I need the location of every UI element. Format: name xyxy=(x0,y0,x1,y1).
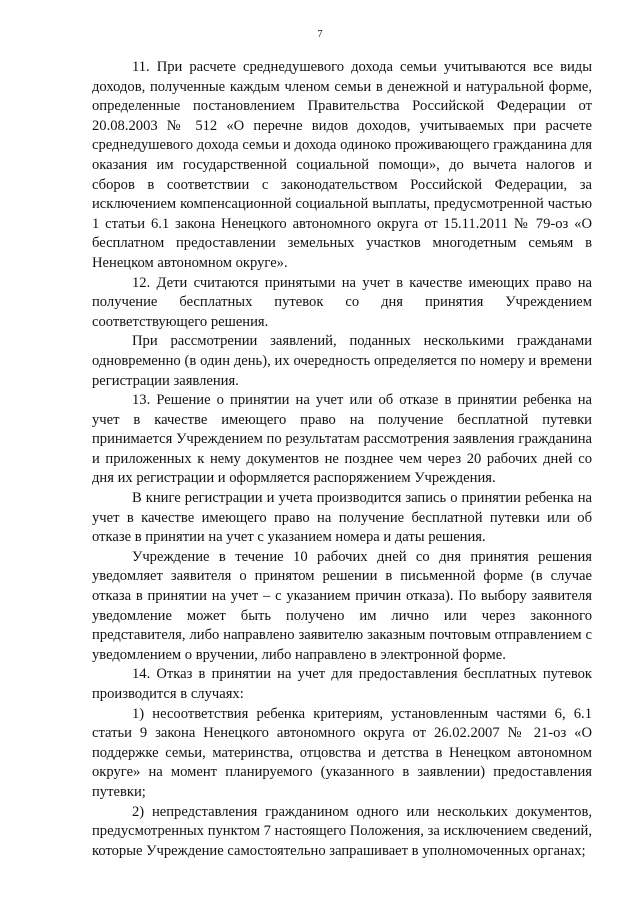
paragraph-14-refusal: 14. Отказ в принятии на учет для предоставления бесплатных путевок производится в случаях: xyxy=(92,666,592,702)
document-body xyxy=(92,58,592,861)
paragraph-notification: Учреждение в течение 10 рабочих дней со дня принятия решения уведомляет заявителя о принятом решении в письменной форме (в случае отказа в принятии на учет – с указанием причин отказа). По выбору заявителя уведомление может быть получено им лично или через законного представителя, либо направлено заявителю заказным почтовым отправлением с уведомлением о вручении, либо направлено в электронной форме. xyxy=(92,548,592,663)
paragraph-12-registration: 12. Дети считаются принятыми на учет в качестве имеющих право на получение бесплатных путевок со дня принятия Учреждением соответствующего решения. xyxy=(92,274,592,330)
paragraph-refusal-item-2: 2) непредставления гражданином одного или нескольких документов, предусмотренных пунктом 7 настоящего Положения, за исключением сведений, которые Учреждение самостоятельно запрашивает в уполномоченных органах; xyxy=(92,803,592,859)
paragraph-refusal-item-1: 1) несоответствия ребенка критериям, установленным частями 6, 6.1 статьи 9 закона Ненецкого автономного округа от 26.02.2007 № 21-оз «О поддержке семьи, материнства, отцовства и детства в Ненецком автономном округе» на момент планируемого (указанного в заявлении) предоставления путевки; xyxy=(92,705,592,800)
paragraph-11-income: 11. При расчете среднедушевого дохода семьи учитываются все виды доходов, полученные каждым членом семьи в денежной и натуральной форме, определенные постановлением Правительства Российской Федерации от 20.08.2003 № 512 «О перечне видов доходов, учитываемых при расчете среднедушевого дохода семьи и дохода одиноко проживающего гражданина для оказания им государственной социальной помощи», до вычета налогов и сборов в соответствии с законодательством Российской Федерации, за исключением компенсационной социальной выплаты, предусмотренной частью 1 статьи 6.1 закона Ненецкого автономного округа от 15.11.2011 № 79-оз «О бесплатном предоставлении земельных участков многодетным семьям в Ненецком автономном округе». xyxy=(92,59,592,271)
paragraph-13-decision: 13. Решение о принятии на учет или об отказе в принятии ребенка на учет в качестве имеющего право на получение бесплатной путевки принимается Учреждением по результатам рассмотрения заявления гражданина и приложенных к нему документов не позднее чем через 20 рабочих дней со дня их регистрации и оформляется распоряжением Учреждения. xyxy=(92,392,592,487)
page-number: 7 xyxy=(317,29,323,40)
paragraph-registration-book: В книге регистрации и учета производится запись о принятии ребенка на учет в качестве имеющего право на получение бесплатной путевки или об отказе в принятии на учет с указанием номера и даты решения. xyxy=(92,490,592,546)
paragraph-simultaneous-applications: При рассмотрении заявлений, поданных несколькими гражданами одновременно (в один день), их очередность определяется по номеру и времени регистрации заявления. xyxy=(92,333,592,389)
